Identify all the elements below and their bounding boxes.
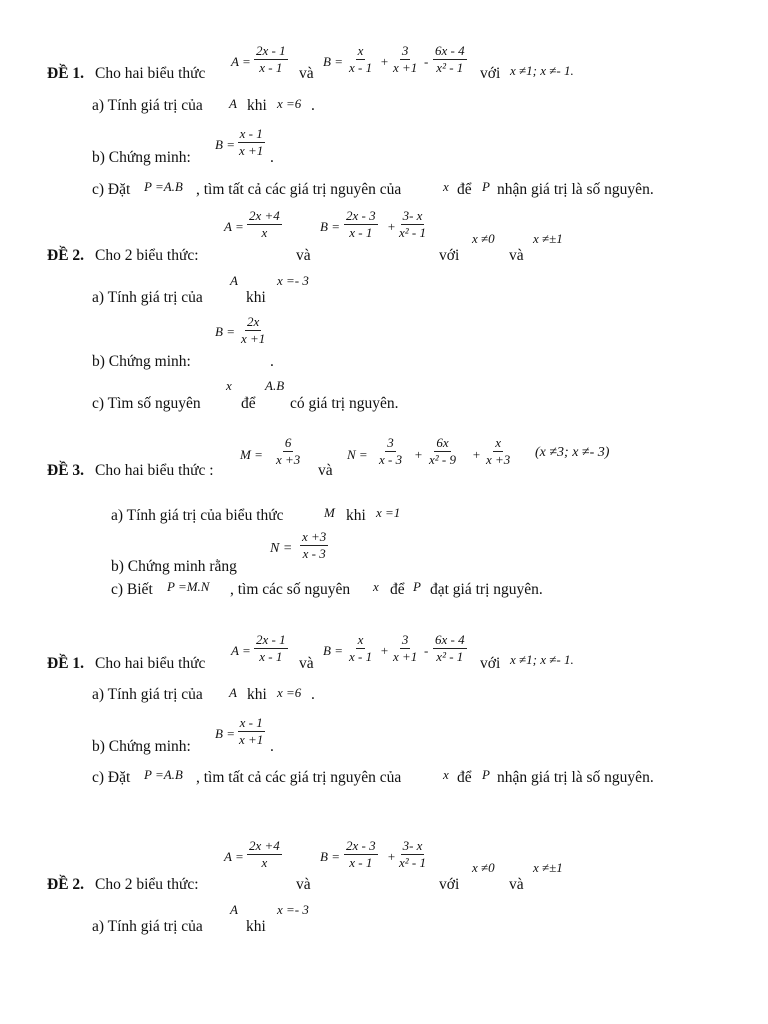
numerator: 3 [400, 44, 411, 60]
denominator: x - 1 [259, 649, 283, 665]
math-lhs-b: B = [320, 219, 340, 234]
numerator: x - 1 [238, 716, 265, 732]
numerator: 2x +4 [247, 209, 282, 225]
fraction-b-proof [237, 716, 265, 747]
denominator: x² - 1 [399, 225, 426, 241]
denominator: x +1 [239, 143, 264, 159]
math-operator: - [424, 643, 429, 658]
math-var: x [443, 767, 449, 782]
numerator: 2x +4 [247, 839, 282, 855]
fraction-a [247, 839, 282, 870]
fraction-b1 [344, 209, 378, 240]
part-a-text: a) Tính giá trị của [92, 289, 203, 306]
part-a-text: a) Tính giá trị của [92, 686, 203, 703]
math-var: P [482, 179, 490, 194]
denominator: x +1 [239, 732, 264, 748]
math-lhs-b: B = [215, 726, 235, 741]
fraction-a [247, 209, 282, 240]
condition-math: x ≠0 [472, 231, 495, 246]
when-text: khi [246, 289, 266, 306]
numerator: x [356, 633, 366, 649]
exercise-title: ĐỀ 1. [47, 65, 85, 82]
part-c-text: nhận giá trị là số nguyên. [497, 181, 654, 198]
math-var: x [226, 378, 232, 393]
fraction-a [254, 44, 288, 75]
fraction-b2 [397, 209, 428, 240]
condition-math: x ≠1; x ≠- 1. [510, 63, 574, 78]
part-c-text: , tìm các số nguyên [230, 581, 351, 598]
math-var: P [482, 767, 490, 782]
period: . [311, 686, 315, 703]
denominator: x - 1 [349, 225, 373, 241]
math-var: A [229, 96, 237, 111]
part-b-text: b) Chứng minh: [92, 738, 191, 755]
condition-text: với [439, 876, 460, 893]
numerator: 6x - 4 [433, 633, 467, 649]
math-lhs-b: B = [215, 324, 235, 339]
when-text: khi [247, 97, 267, 114]
part-c-text: c) Đặt [92, 181, 131, 198]
numerator: 6x [434, 436, 450, 452]
part-c-text: c) Đặt [92, 769, 131, 786]
part-a-text: a) Tính giá trị của biểu thức [111, 507, 284, 524]
fraction-b2 [391, 44, 419, 75]
math-lhs-a: A = [224, 849, 244, 864]
part-c-text: c) Biết [111, 581, 153, 598]
conjunction-text: và [318, 462, 333, 479]
fraction-b1 [347, 44, 374, 75]
denominator: x - 1 [259, 60, 283, 76]
denominator: x - 3 [379, 452, 403, 468]
when-text: khi [246, 918, 266, 935]
denominator: x - 3 [302, 546, 326, 562]
math-var: A [230, 273, 238, 288]
numerator: 3 [385, 436, 396, 452]
denominator: x [261, 855, 268, 871]
math-expr: P =A.B [144, 767, 183, 782]
math-var: A [229, 685, 237, 700]
math-operator: + [380, 54, 389, 69]
exercise-title: ĐỀ 1. [47, 655, 85, 672]
numerator: 2x - 1 [254, 633, 288, 649]
fraction-b2 [391, 633, 419, 664]
denominator: x² - 1 [436, 649, 464, 665]
fraction-b-proof [239, 315, 267, 346]
math-value: x =6 [277, 685, 302, 700]
part-b-text: b) Chứng minh rằng [111, 558, 237, 575]
fraction-n2 [427, 436, 458, 467]
math-lhs-b: B = [320, 849, 340, 864]
denominator: x +3 [486, 452, 511, 468]
math-operator: + [414, 447, 423, 462]
denominator: x +3 [276, 452, 301, 468]
when-text: khi [247, 686, 267, 703]
part-c-text: để [457, 181, 472, 198]
conjunction-text: và [299, 655, 314, 672]
part-c-text: c) Tìm số nguyên [92, 395, 201, 412]
conjunction-text: và [509, 247, 524, 264]
fraction-n3 [484, 436, 512, 467]
math-var: M [324, 505, 335, 520]
part-b-text: b) Chứng minh: [92, 149, 191, 166]
condition-text: với [439, 247, 460, 264]
numerator: x +3 [300, 530, 328, 546]
fraction-b2 [397, 839, 428, 870]
math-lhs-a: A = [224, 219, 244, 234]
numerator: x - 1 [238, 127, 265, 143]
condition-math: x ≠±1 [533, 860, 563, 875]
math-lhs-m: M = [240, 447, 263, 462]
math-operator: + [387, 219, 396, 234]
fraction-m [274, 436, 302, 467]
math-lhs-a: A = [231, 54, 251, 69]
intro-text: Cho 2 biểu thức: [95, 876, 199, 893]
part-c-text: , tìm tất cả các giá trị nguyên của [196, 769, 402, 786]
period: . [270, 738, 274, 755]
numerator: x [356, 44, 366, 60]
denominator: x² - 1 [399, 855, 426, 871]
math-var: x [443, 179, 449, 194]
math-lhs-n: N = [270, 541, 293, 556]
fraction-b-proof [237, 127, 265, 158]
fraction-b3 [433, 44, 467, 75]
math-operator: + [380, 643, 389, 658]
denominator: x +1 [393, 649, 418, 665]
math-var: P [413, 579, 421, 594]
math-lhs-a: A = [231, 643, 251, 658]
part-b-text: b) Chứng minh: [92, 353, 191, 370]
conjunction-text: và [299, 65, 314, 82]
denominator: x +1 [393, 60, 418, 76]
math-expr: P =M.N [167, 579, 210, 594]
part-c-text: , tìm tất cả các giá trị nguyên của [196, 181, 402, 198]
denominator: x - 1 [349, 855, 373, 871]
condition-math: x ≠±1 [533, 231, 563, 246]
numerator: 2x - 1 [254, 44, 288, 60]
when-text: khi [346, 507, 366, 524]
denominator: x - 1 [349, 649, 373, 665]
math-value: x =- 3 [277, 902, 309, 917]
fraction-b1 [344, 839, 378, 870]
numerator: x [493, 436, 503, 452]
exercise-title: ĐỀ 3. [47, 462, 85, 479]
numerator: 3- x [401, 839, 425, 855]
intro-text: Cho 2 biểu thức: [95, 247, 199, 264]
exercise-title: ĐỀ 2. [47, 247, 85, 264]
math-value: x =6 [277, 96, 302, 111]
math-var: A [230, 902, 238, 917]
conjunction-text: và [296, 876, 311, 893]
math-lhs-b: B = [323, 54, 343, 69]
math-var: x [373, 579, 379, 594]
math-value: x =- 3 [277, 273, 309, 288]
fraction-b1 [347, 633, 374, 664]
intro-text: Cho hai biểu thức : [95, 462, 214, 479]
numerator: 6x - 4 [433, 44, 467, 60]
numerator: 3 [400, 633, 411, 649]
denominator: x [261, 225, 268, 241]
denominator: x² - 1 [436, 60, 464, 76]
math-lhs-b: B = [323, 643, 343, 658]
part-c-text: để [241, 395, 256, 412]
exercise-title: ĐỀ 2. [47, 876, 85, 893]
math-lhs-b: B = [215, 137, 235, 152]
numerator: 3- x [401, 209, 425, 225]
math-operator: + [472, 447, 481, 462]
condition-text: với [480, 65, 501, 82]
intro-text: Cho hai biểu thức [95, 65, 206, 82]
period: . [270, 353, 274, 370]
math-operator: - [424, 54, 429, 69]
numerator: 2x - 3 [344, 839, 378, 855]
fraction-b3 [433, 633, 467, 664]
numerator: 2x [245, 315, 261, 331]
numerator: 2x - 3 [344, 209, 378, 225]
math-lhs-n: N = [347, 447, 368, 462]
part-a-text: a) Tính giá trị của [92, 97, 203, 114]
fraction-n-proof [300, 530, 328, 561]
intro-text: Cho hai biểu thức [95, 655, 206, 672]
part-c-text: có giá trị nguyên. [290, 395, 399, 412]
part-a-text: a) Tính giá trị của [92, 918, 203, 935]
fraction-a [254, 633, 288, 664]
math-value: x =1 [376, 505, 401, 520]
condition-math: x ≠1; x ≠- 1. [510, 652, 574, 667]
part-c-text: nhận giá trị là số nguyên. [497, 769, 654, 786]
part-c-text: đạt giá trị nguyên. [430, 581, 543, 598]
part-c-text: để [457, 769, 472, 786]
condition-math: x ≠0 [472, 860, 495, 875]
math-expr: A.B [265, 378, 285, 393]
denominator: x² - 9 [429, 452, 456, 468]
condition-math: (x ≠3; x ≠- 3) [535, 445, 610, 460]
conjunction-text: và [509, 876, 524, 893]
denominator: x - 1 [349, 60, 373, 76]
numerator: 6 [283, 436, 294, 452]
math-operator: + [387, 849, 396, 864]
fraction-n1 [377, 436, 404, 467]
period: . [270, 149, 274, 166]
condition-text: với [480, 655, 501, 672]
period: . [311, 97, 315, 114]
denominator: x +1 [241, 331, 266, 347]
part-c-text: để [390, 581, 405, 598]
math-expr: P =A.B [144, 179, 183, 194]
conjunction-text: và [296, 247, 311, 264]
